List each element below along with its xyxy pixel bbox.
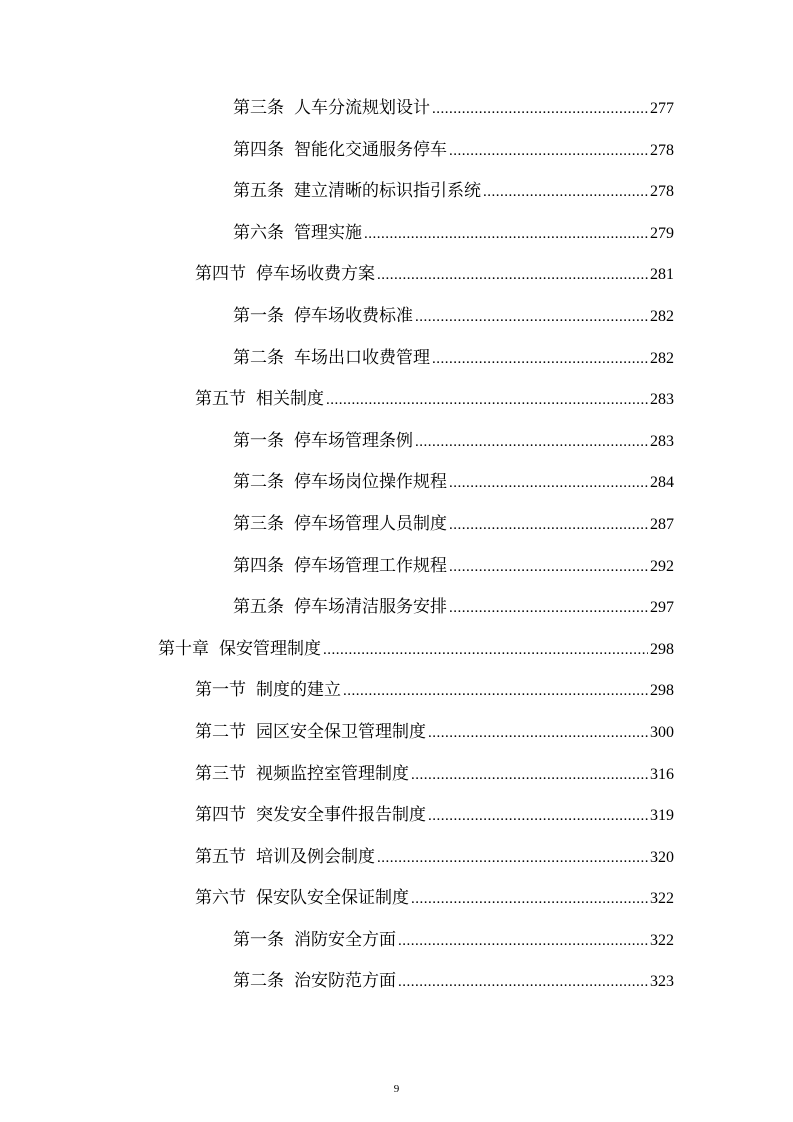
toc-entry[interactable] — [0, 88, 793, 130]
toc-entry-page: 277 — [650, 100, 674, 117]
toc-entry-page: 316 — [650, 765, 674, 783]
toc-entry-number: 第三条 — [233, 98, 284, 118]
toc-entry-title: 保安队安全保证制度 — [256, 888, 409, 909]
toc-entry-number: 第二条 — [233, 971, 284, 992]
toc-entry-title: 保安管理制度 — [219, 638, 321, 659]
toc-entry-number: 第二节 — [195, 721, 246, 742]
toc-entry-page: 323 — [650, 973, 674, 991]
toc-entry-page: 298 — [650, 640, 674, 658]
toc-entry-title: 建立清晰的标识指引系统 — [294, 181, 481, 202]
dot-leader — [449, 588, 648, 630]
toc-entry-title: 治安防范方面 — [294, 971, 396, 992]
toc-entry-number: 第四节 — [195, 264, 246, 285]
toc-entry[interactable] — [0, 546, 793, 588]
toc-entry-title: 智能化交通服务停车 — [294, 139, 447, 160]
toc-entry-title: 视频监控室管理制度 — [256, 763, 409, 784]
toc-entry-page: 283 — [650, 391, 674, 409]
toc-entry-number: 第五条 — [233, 597, 284, 618]
toc-entry-title: 停车场清洁服务安排 — [294, 597, 447, 618]
dot-leader — [483, 172, 648, 214]
toc-entry-title: 突发安全事件报告制度 — [256, 805, 426, 826]
toc-entry-title: 停车场收费标准 — [294, 305, 413, 326]
dot-leader — [323, 630, 648, 672]
toc-entry[interactable] — [0, 504, 793, 546]
toc-entry-number: 第二条 — [233, 347, 284, 368]
toc-entry-title: 停车场收费方案 — [256, 264, 375, 285]
toc-entry-title: 制度的建立 — [256, 680, 341, 701]
dot-leader — [449, 547, 648, 589]
dot-leader — [415, 422, 648, 464]
dot-leader — [449, 463, 648, 505]
toc-entry-title: 停车场管理人员制度 — [294, 513, 447, 534]
toc-entry[interactable] — [0, 587, 793, 629]
toc-entry-page: 322 — [650, 931, 674, 949]
toc-entry-page: 297 — [650, 599, 674, 617]
toc-entry-page: 282 — [650, 349, 674, 367]
toc-entry-number: 第五节 — [195, 846, 246, 867]
toc-entry[interactable] — [0, 130, 793, 172]
toc-entry[interactable] — [0, 254, 793, 296]
toc-entry[interactable] — [0, 213, 793, 255]
dot-leader — [415, 297, 648, 339]
toc-entry[interactable] — [0, 878, 793, 920]
dot-leader — [377, 255, 648, 297]
dot-leader — [428, 713, 648, 755]
dot-leader — [364, 214, 648, 256]
toc-entry-number: 第一条 — [233, 305, 284, 326]
dot-leader — [398, 962, 648, 1004]
toc-entry[interactable] — [0, 795, 793, 837]
toc-entry[interactable] — [0, 338, 793, 380]
dot-leader — [432, 339, 648, 381]
toc-entry-title: 相关制度 — [256, 389, 324, 410]
toc-entry-page: 278 — [650, 183, 674, 201]
toc-entry-number: 第四条 — [233, 139, 284, 160]
toc-entry[interactable] — [0, 712, 793, 754]
toc-entry-page: 279 — [650, 224, 674, 242]
toc-entry[interactable] — [0, 296, 793, 338]
toc-entry-page: 283 — [650, 432, 674, 450]
dot-leader — [398, 921, 648, 963]
toc-entry-title: 园区安全保卫管理制度 — [256, 721, 426, 742]
toc-entry[interactable] — [0, 837, 793, 879]
dot-leader — [449, 131, 648, 173]
toc-entry-page: 287 — [650, 515, 674, 533]
toc-entry-title: 车场出口收费管理 — [294, 347, 430, 368]
toc-entry-page: 292 — [650, 557, 674, 575]
toc-entry-title: 停车场管理条例 — [294, 430, 413, 451]
toc-entry[interactable] — [0, 920, 793, 962]
toc-entry-number: 第五节 — [195, 389, 246, 410]
toc-entry-page: 322 — [650, 890, 674, 908]
toc-entry-number: 第六节 — [195, 888, 246, 909]
toc-entry-number: 第六条 — [233, 222, 284, 243]
page-number: 9 — [393, 1083, 400, 1095]
toc-entry[interactable] — [0, 961, 793, 1003]
toc-entry[interactable] — [0, 171, 793, 213]
toc-entry-number: 第一条 — [233, 430, 284, 451]
dot-leader — [428, 796, 648, 838]
toc-entry-page: 320 — [650, 848, 674, 866]
dot-leader — [432, 89, 648, 131]
toc-entry-title: 管理实施 — [294, 222, 362, 243]
toc-entry[interactable] — [0, 629, 793, 671]
toc-entry-title: 停车场管理工作规程 — [294, 555, 447, 576]
dot-leader — [343, 671, 648, 713]
toc-entry-page: 284 — [650, 474, 674, 492]
toc-entry[interactable] — [0, 421, 793, 463]
toc-entry-number: 第十章 — [158, 638, 209, 659]
toc-entry-page: 281 — [650, 266, 674, 284]
toc-entry-title: 人车分流规划设计 — [294, 98, 430, 118]
toc-entry-number: 第四条 — [233, 555, 284, 576]
dot-leader — [411, 879, 648, 921]
toc-entry[interactable] — [0, 754, 793, 796]
toc-entry-page: 298 — [650, 682, 674, 700]
toc-entry-number: 第四节 — [195, 805, 246, 826]
toc-entry-number: 第二条 — [233, 472, 284, 493]
toc-entry-number: 第三节 — [195, 763, 246, 784]
toc-entry-title: 停车场岗位操作规程 — [294, 472, 447, 493]
toc-entry[interactable] — [0, 670, 793, 712]
toc-entry-number: 第一节 — [195, 680, 246, 701]
toc-entry[interactable] — [0, 462, 793, 504]
table-of-contents — [0, 88, 793, 1003]
toc-entry-title: 消防安全方面 — [294, 929, 396, 950]
dot-leader — [411, 755, 648, 797]
toc-entry-page: 319 — [650, 807, 674, 825]
toc-entry-page: 300 — [650, 723, 674, 741]
dot-leader — [326, 380, 648, 422]
dot-leader — [377, 838, 648, 880]
toc-entry[interactable] — [0, 379, 793, 421]
toc-entry-page: 278 — [650, 141, 674, 159]
toc-entry-number: 第五条 — [233, 181, 284, 202]
toc-entry-number: 第一条 — [233, 929, 284, 950]
toc-entry-page: 282 — [650, 307, 674, 325]
dot-leader — [449, 505, 648, 547]
toc-entry-number: 第三条 — [233, 513, 284, 534]
toc-entry-title: 培训及例会制度 — [256, 846, 375, 867]
